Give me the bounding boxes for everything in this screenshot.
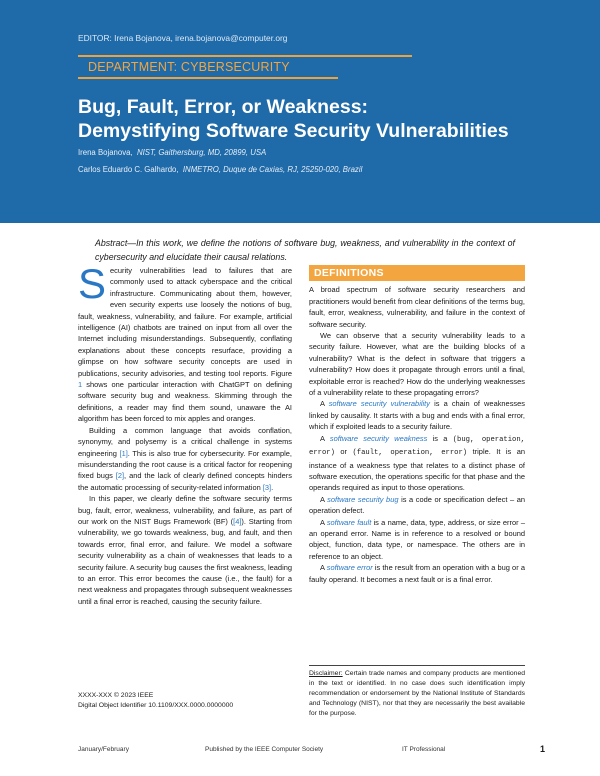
copyright-block <box>78 691 233 710</box>
department-label: DEPARTMENT: CYBERSECURITY <box>88 60 290 74</box>
disclaimer-text: Certain trade names and company products are mentioned in the text or identified. In no case does such identification imply recommendation or endorsement by the National Institute of Standards and Technology (NIST), nor that they are necessarily the best available for the purpose. <box>309 670 526 717</box>
title-line-1: Bug, Fault, Error, or Weakness: <box>78 96 369 118</box>
def-paragraph-3 <box>309 398 525 432</box>
def-p5-b: is a code or specification defect – an operation defect. <box>309 494 525 516</box>
disclaimer-label: Disclaimer: <box>309 670 343 677</box>
author-1 <box>78 148 266 157</box>
intro-p1-text: ecurity vulnerabilities lead to failures that are commonly used to attack cyberspace and the critical infrastructure. Communicating about them, however, even security experts use loosely the notions of bug, fault, weakness, vulnerability, and failure. For example, artificial intelligence (AI) chatbots are trained on input from all over the Internet including misunderstandings. Subsequently, conflating explanations about these concepts resurface, providing a glimpse on how software security concepts are used in publications, security advisories, and testing tool reports. Figure <box>78 266 292 378</box>
citation-3-link[interactable]: [3] <box>262 482 272 492</box>
def-p7-a: A <box>320 563 325 573</box>
figure-1-link[interactable]: 1 <box>78 380 83 390</box>
title-line-2: Demystifying Software Security Vulnerabilities <box>78 119 509 142</box>
intro-p2-a: Building a common language that avoids conflation, synonymy, and polysemy is a critical challenge in systems engineering <box>78 425 292 458</box>
def-p4-c: or <box>340 447 347 457</box>
doi-line: Digital Object Identifier 10.1109/XXX.0000.0000000 <box>78 701 234 709</box>
def-p6-b: is a name, data, type, address, or size error – an operand error. Name is in reference to a resolved or bound object, function, data type, or namespace. The others are in reference to an object. <box>309 517 525 561</box>
intro-p3-b: ). Starting from vulnerability, we go towards weakness, bug, and fault, and then towards error, final error, and failure. We model a software security vulnerability as a chain of weaknesses that leads to a security failure. A security bug causes the first weakness, leading to an error. This error becomes the cause (i.e., the fault) for a next weakness and propagates through subsequent weaknesses until a final error is reached, causing the security failure. <box>78 516 292 606</box>
author-2-name: Carlos Eduardo C. Galhardo, <box>78 165 179 174</box>
intro-paragraph-3 <box>78 493 292 607</box>
def-paragraph-2: We can observe that a security vulnerability leads to a security failure. However, what are the building blocks of a vulnerability? What is the defect in software that triggers a vulnerability? How does it propagate through errors until a final, exploitable error is reached? How do the underlying weaknesses of a vulnerability relate to these propagating errors? <box>309 331 525 398</box>
def-paragraph-5 <box>309 494 525 517</box>
header-banner <box>0 0 600 223</box>
orange-rule-top <box>78 55 412 57</box>
def-p3-a: A <box>320 399 325 409</box>
def-p5-a: A <box>320 494 325 504</box>
citation-4-link[interactable]: [4] <box>233 516 242 526</box>
citation-1-link[interactable]: [1] <box>119 448 128 458</box>
citation-2-link[interactable]: [2] <box>115 471 125 481</box>
def-paragraph-7 <box>309 562 525 585</box>
def-paragraph-4 <box>309 433 525 494</box>
term-weakness: software security weakness <box>329 433 428 443</box>
intro-paragraph-2 <box>78 425 292 493</box>
intro-paragraph-1 <box>78 260 292 425</box>
term-vulnerability: software security vulnerability <box>328 399 430 409</box>
term-bug: software security bug <box>327 494 399 504</box>
editor-line: EDITOR: Irena Bojanova, irena.bojanova@computer.org <box>78 33 288 43</box>
intro-p2-d: . <box>271 482 274 492</box>
page-number: 1 <box>540 744 546 754</box>
def-paragraph-1: A broad spectrum of software security researchers and practitioners would benefit from clear definitions of the terms bug, fault, error, weakness, vulnerability, and failure in the context of software security. <box>309 285 525 329</box>
column-right <box>309 265 525 585</box>
def-p6-a: A <box>320 517 325 527</box>
definitions-heading: DEFINITIONS <box>309 265 525 281</box>
copyright-line: XXXX-XXX © 2023 IEEE <box>78 692 154 699</box>
def-p7-b: is the result from an operation with a bug or a faulty operand. It becomes a next fault or is a final error. <box>309 563 525 584</box>
author-1-name: Irena Bojanova, <box>78 148 133 157</box>
article-title <box>78 96 509 143</box>
author-2-affiliation: INMETRO, Duque de Caxias, RJ, 25250-020, Brazil <box>182 165 363 174</box>
drop-cap: S <box>78 260 107 307</box>
disclaimer <box>309 665 525 719</box>
def-paragraph-6 <box>309 517 525 563</box>
footer-journal: IT Professional <box>402 746 446 753</box>
intro-p2-c: , and the lack of clearly defined concepts hinders the automatic processing of security-related information <box>78 471 292 492</box>
intro-p3-a: In this paper, we clearly define the software security terms bug, fault, error, weakness, vulnerability, and failure, as part of our work on the NIST Bugs Framework (BF) ( <box>78 494 292 526</box>
column-left <box>78 260 292 607</box>
intro-p2-b: . This is also true for cybersecurity. For example, misunderstanding the root cause is a critical factor for reopening fixed bugs <box>78 448 292 481</box>
term-error: software error <box>326 563 373 573</box>
def-p4-b: is a <box>432 433 448 443</box>
footer-publisher: Published by the IEEE Computer Society <box>205 746 324 753</box>
author-1-affiliation: NIST, Gaithersburg, MD, 20899, USA <box>136 148 267 157</box>
triple-bug: (bug, operation, error) <box>309 435 525 458</box>
def-p4-d: triple. It is an instance of a weakness type that relates to a distinct phase of software execution, the operations specific for that phase and the operands required as input to those operations. <box>309 447 525 493</box>
intro-p1-end: shows one particular interaction with ChatGPT on defining software security bug and weakness. Skimming through the definitions, a reader may find them sound, unaware the AI algorithm has been forced to mix apples and oranges. <box>78 380 292 424</box>
term-fault: software fault <box>326 517 372 527</box>
def-p3-b: is a chain of weaknesses linked by causality. It starts with a bug and ends with a final error, which if exploited leads to a security failure. <box>309 399 525 432</box>
author-2 <box>78 165 362 174</box>
orange-rule-bottom <box>78 77 338 79</box>
def-p4-a: A <box>320 433 325 443</box>
abstract: Abstract—In this work, we define the notions of software bug, weakness, and vulnerability in the context of cybersecurity and elucidate their causal relations. <box>95 238 515 262</box>
triple-fault: (fault, operation, error) <box>352 449 468 458</box>
footer-issue: January/February <box>78 746 129 753</box>
